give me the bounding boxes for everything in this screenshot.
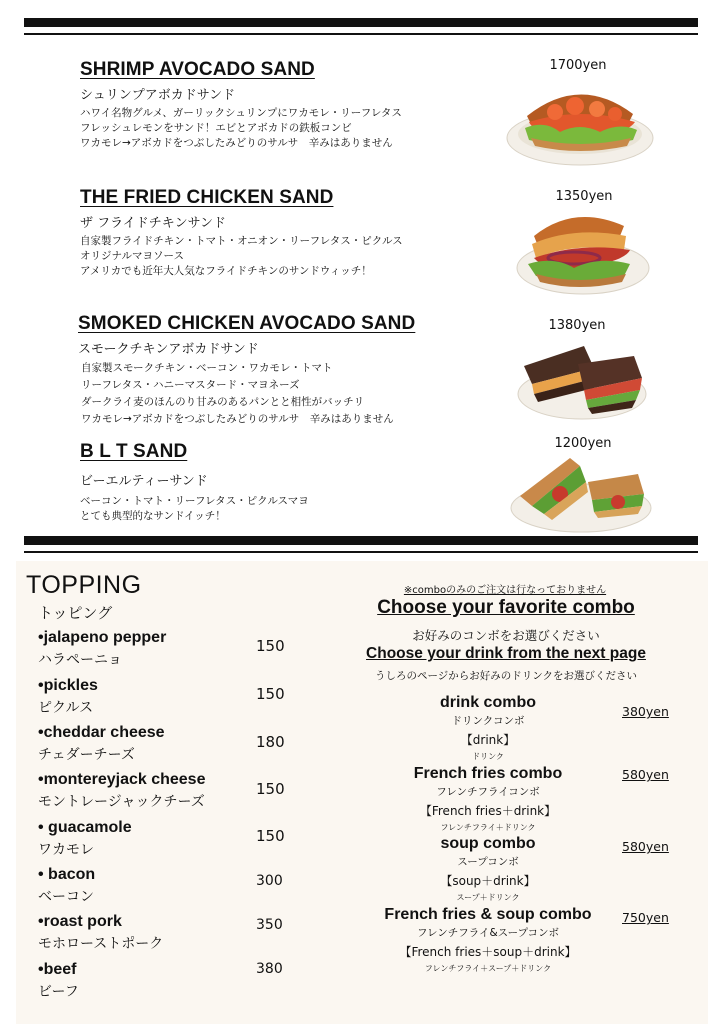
desc-line: フレッシュレモンをサンド！エビとアボカドの鉄板コンビ bbox=[80, 122, 352, 134]
combo-heading: Choose your favorite combo bbox=[377, 597, 635, 618]
combo-jp-name: ドリンクコンボ bbox=[451, 715, 525, 727]
topping-item bbox=[38, 629, 338, 669]
combo-includes: 【soup＋drink】 bbox=[440, 874, 536, 888]
middle-rule-thin bbox=[24, 551, 698, 553]
combo-item bbox=[358, 906, 618, 974]
desc-line: ワカモレ→アボカドをつぶしたみどりのサルサ 辛みはありません bbox=[81, 413, 394, 425]
combo-item bbox=[358, 765, 618, 833]
menu-item-blt bbox=[80, 441, 510, 524]
topping-price: 150 bbox=[256, 827, 285, 845]
desc-line: アメリカでも近年大人気なフライドチキンのサンドウィッチ！ bbox=[80, 265, 372, 277]
combo-name: drink combo bbox=[439, 694, 536, 711]
drink-heading: Choose your drink from the next page bbox=[366, 645, 646, 662]
topping-name: •montereyjack cheese bbox=[38, 771, 206, 788]
combo-includes-jp: ドリンク bbox=[472, 752, 504, 761]
desc-line: リーフレタス・ハニーマスタード・マヨネーズ bbox=[81, 379, 300, 391]
combo-price: 750yen bbox=[622, 910, 669, 925]
topping-item bbox=[38, 819, 338, 859]
item-description bbox=[80, 494, 510, 524]
topping-name: •pickles bbox=[38, 677, 98, 694]
menu-item-fried-chicken bbox=[80, 187, 510, 279]
item-title: SHRIMP AVOCADO SAND bbox=[80, 59, 315, 80]
menu-item-shrimp-avocado bbox=[80, 59, 510, 151]
combo-price: 380yen bbox=[622, 704, 669, 719]
combo-name: soup combo bbox=[440, 835, 536, 852]
topping-item bbox=[38, 913, 338, 953]
shrimp-sandwich-image bbox=[505, 76, 655, 168]
combo-jp-name: フレンチフライコンボ bbox=[436, 786, 540, 798]
combo-price: 580yen bbox=[622, 839, 669, 854]
item-description bbox=[80, 106, 510, 151]
item-description bbox=[81, 360, 508, 428]
topping-item bbox=[38, 677, 338, 717]
combo-includes: 【French fries＋drink】 bbox=[419, 804, 557, 818]
topping-name: •cheddar cheese bbox=[38, 724, 165, 741]
desc-line: 自家製フライドチキン・トマト・オニオン・リーフレタス・ピクルス bbox=[80, 235, 403, 247]
topping-jp-name: ビーフ bbox=[38, 984, 79, 1000]
topping-price: 380 bbox=[256, 961, 283, 977]
item-jp-name: ビーエルティーサンド bbox=[80, 474, 208, 489]
topping-price: 350 bbox=[256, 917, 283, 933]
fried-chicken-sandwich-image bbox=[514, 206, 652, 296]
topping-item bbox=[38, 866, 338, 906]
combo-jp-name: フレンチフライ&スープコンボ bbox=[416, 927, 560, 939]
item-price: 1380yen bbox=[548, 318, 606, 333]
topping-jp-name: ハラペーニョ bbox=[38, 652, 122, 668]
topping-name: • guacamole bbox=[38, 819, 132, 836]
topping-item bbox=[38, 961, 338, 1001]
drink-heading-jp: うしろのページからお好みのドリンクをお選びください bbox=[374, 670, 638, 682]
combo-item bbox=[358, 694, 618, 762]
item-price: 1200yen bbox=[554, 436, 612, 451]
combo-item bbox=[358, 835, 618, 903]
combo-includes-jp: スープ＋ドリンク bbox=[456, 893, 520, 902]
desc-line: とても典型的なサンドイッチ！ bbox=[80, 510, 226, 522]
desc-line: ダークライ麦のほんのり甘みのあるパンとと相性がバッチリ bbox=[81, 396, 365, 408]
smoked-chicken-sandwich-image bbox=[514, 338, 650, 422]
combo-name: French fries & soup combo bbox=[384, 906, 592, 923]
middle-rule-thick bbox=[24, 536, 698, 545]
desc-line: 自家製スモークチキン・ベーコン・ワカモレ・トマト bbox=[81, 362, 333, 374]
topping-item bbox=[38, 724, 338, 764]
topping-price: 180 bbox=[256, 733, 285, 751]
item-title: THE FRIED CHICKEN SAND bbox=[80, 187, 334, 208]
top-rule-thin bbox=[24, 33, 698, 35]
desc-line: ワカモレ→アボカドをつぶしたみどりのサルサ 辛みはありません bbox=[80, 137, 393, 149]
topping-jp-title: トッピング bbox=[38, 604, 113, 622]
topping-name: •roast pork bbox=[38, 913, 122, 930]
desc-line: オリジナルマヨソース bbox=[80, 250, 184, 262]
topping-jp-name: ベーコン bbox=[38, 889, 94, 905]
topping-title: TOPPING bbox=[26, 571, 142, 599]
topping-jp-name: ワカモレ bbox=[38, 842, 94, 858]
item-description bbox=[80, 234, 510, 279]
topping-price: 150 bbox=[256, 780, 285, 798]
topping-price: 150 bbox=[256, 637, 285, 655]
topping-jp-name: ピクルス bbox=[38, 700, 94, 716]
combo-heading-jp: お好みのコンボをお選びください bbox=[412, 628, 600, 643]
topping-name: • bacon bbox=[38, 866, 96, 883]
top-rule-thick bbox=[24, 18, 698, 27]
topping-price: 300 bbox=[256, 873, 283, 889]
combo-jp-name: スープコンボ bbox=[457, 856, 519, 868]
blt-sandwich-image bbox=[508, 452, 654, 534]
combo-note: ※comboのみのご注文は行なっておりません bbox=[403, 585, 607, 596]
item-price: 1350yen bbox=[555, 189, 613, 204]
desc-line: ハワイ名物グルメ、ガーリックシュリンプにワカモレ・リーフレタス bbox=[80, 107, 402, 119]
item-jp-name: スモークチキンアボカドサンド bbox=[78, 342, 259, 357]
combo-includes: 【drink】 bbox=[460, 733, 516, 747]
topping-price: 150 bbox=[256, 685, 285, 703]
topping-jp-name: モントレージャックチーズ bbox=[38, 794, 205, 810]
item-price: 1700yen bbox=[549, 58, 607, 73]
item-jp-name: ザ フライドチキンサンド bbox=[80, 216, 226, 231]
topping-name: •jalapeno pepper bbox=[38, 629, 167, 646]
combo-name: French fries combo bbox=[413, 765, 563, 782]
desc-line: ベーコン・トマト・リーフレタス・ピクルスマヨ bbox=[80, 495, 309, 507]
topping-name: •beef bbox=[38, 961, 77, 978]
combo-includes-jp: フレンチフライ＋ドリンク bbox=[440, 823, 536, 832]
menu-item-smoked-chicken-avocado bbox=[78, 313, 508, 428]
combo-price: 580yen bbox=[622, 767, 669, 782]
topping-jp-name: モホローストポーク bbox=[38, 936, 164, 952]
item-title: B L T SAND bbox=[80, 441, 188, 462]
item-title: SMOKED CHICKEN AVOCADO SAND bbox=[78, 313, 416, 334]
combo-includes: 【French fries＋soup＋drink】 bbox=[399, 945, 577, 959]
combo-includes-jp: フレンチフライ＋スープ＋ドリンク bbox=[424, 964, 552, 973]
topping-jp-name: チェダーチーズ bbox=[38, 747, 135, 763]
topping-item bbox=[38, 771, 338, 811]
item-jp-name: シュリンプアボカドサンド bbox=[80, 88, 236, 103]
